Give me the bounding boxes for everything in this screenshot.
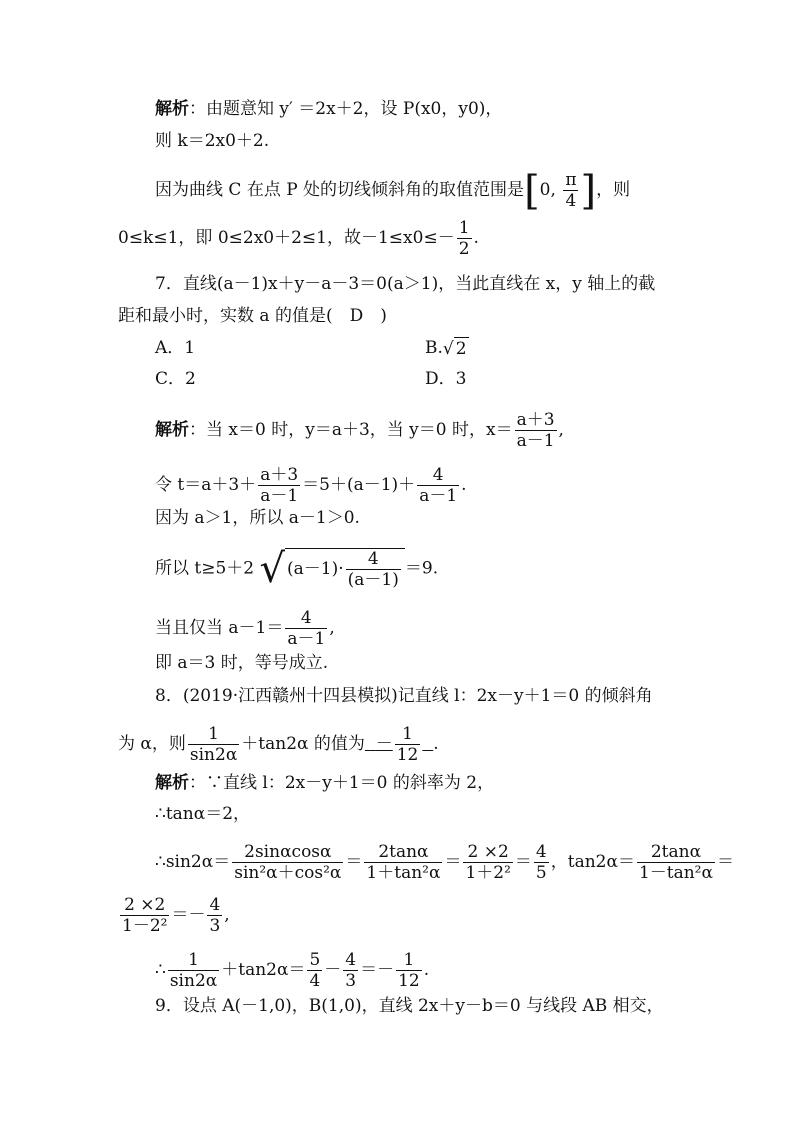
comma: , [224, 905, 230, 925]
q7-stem-text-1: 7．直线(a－1)x＋y－a－3＝0(a＞1)，当此直线在 x，y 轴上的截 [155, 274, 656, 294]
fraction-denominator: sin²α＋cos²α [234, 863, 342, 883]
q8-sol-text-3a: ∴sin2α＝ [155, 852, 231, 872]
equals-minus: ＝－ [360, 960, 395, 980]
fraction-numerator: 2sinαcosα [244, 842, 332, 862]
q7-solution-line-5 [155, 608, 335, 649]
fraction-denominator: 12 [396, 745, 419, 765]
q7-sol-text-2b: ＝5＋(a－1)＋ [302, 475, 416, 495]
fraction-denominator: 12 [398, 971, 420, 991]
q7-solution-line-4 [155, 548, 438, 590]
radicand-text: (a－1)· [287, 559, 344, 579]
q8-solution-line-4 [118, 895, 230, 936]
q7-stem-line-1 [155, 273, 655, 295]
answer-sign: － [375, 734, 393, 754]
fraction-numerator: 1 [208, 724, 219, 744]
fraction [515, 410, 557, 451]
fraction-numerator: 4 [367, 549, 379, 569]
fraction [285, 608, 327, 649]
fraction-denominator: 1－tan²α [638, 863, 713, 883]
option-c-text: C．2 [155, 369, 196, 389]
fraction-denominator: a－1 [516, 431, 555, 451]
period: . [473, 228, 479, 248]
q7-option-b [425, 337, 469, 360]
fraction [343, 950, 358, 991]
q7-sol-text-1: ：当 x＝0 时，y＝a＋3，当 y＝0 时，x＝ [189, 420, 513, 440]
q8-stem-text-1: 8．(2019·江西赣州十四县模拟)记直线 l：2x－y＋1＝0 的倾斜角 [155, 686, 653, 706]
q7-solution-line-2 [155, 465, 467, 506]
fraction-numerator: 4 [209, 895, 221, 915]
fraction-numerator: 1 [402, 724, 413, 744]
fraction-denominator: 4 [565, 191, 577, 211]
fraction [396, 950, 422, 991]
fraction-numerator: 1 [403, 950, 415, 970]
period: . [423, 960, 430, 980]
q7-sol-text-4: 所以 t≥5＋2 [155, 558, 255, 579]
fraction [258, 465, 300, 506]
fraction-denominator: (a－1) [347, 570, 399, 590]
solution-label: 解析 [155, 420, 189, 440]
fraction [457, 218, 472, 259]
q9-stem-line-1 [155, 995, 664, 1017]
fraction-denominator: 1－2² [122, 916, 168, 936]
comma: , [329, 618, 335, 638]
solution-label: 解析 [155, 773, 189, 793]
q8-solution-line-5 [155, 950, 429, 991]
fraction [463, 842, 512, 883]
fraction-numerator: 2tanα [650, 842, 702, 862]
fraction-denominator: sin2α [189, 745, 238, 765]
answer-fraction [395, 724, 421, 765]
equals: ＝ [716, 852, 734, 872]
fraction-denominator: 5 [535, 863, 547, 883]
q7-sol-text-3: 因为 a＞1，所以 a－1＞0. [155, 508, 360, 528]
fraction [120, 895, 169, 936]
fraction-numerator: 2tanα [378, 842, 429, 862]
q8-stem-line-2 [118, 724, 439, 765]
fraction-denominator: 1＋2² [465, 863, 511, 883]
q6-solution-line-4 [118, 218, 479, 259]
q7-solution-line-6 [155, 652, 328, 674]
q8-sol-text-3b: ，tan2α＝ [550, 852, 635, 872]
radicand [285, 548, 405, 590]
equals: ＝ [444, 852, 462, 872]
fraction-denominator: a－1 [287, 629, 326, 649]
solution-label: 解析 [155, 99, 189, 119]
interval-open-bracket: [ [524, 167, 540, 214]
fraction-numerator: 1 [188, 950, 199, 970]
fraction-denominator: a－1 [260, 486, 299, 506]
q6-sol-text-3b: ，则 [596, 180, 631, 200]
fraction-numerator: 1 [458, 218, 470, 238]
period: . [461, 475, 467, 495]
q8-solution-line-1 [155, 772, 494, 794]
fraction [534, 842, 549, 883]
fraction-denominator: 1＋tan²α [366, 863, 441, 883]
fraction-denominator: 2 [458, 239, 470, 259]
q8-sol-text-1: ：∵直线 l：2x－y＋1＝0 的斜率为 2， [189, 773, 495, 793]
q8-sol-text-2: ∴tanα＝2， [155, 804, 251, 824]
q6-sol-text-1: ：由题意知 y′ ＝2x＋2，设 P(x0，y0)， [189, 99, 503, 119]
fraction [307, 950, 322, 991]
option-d-text: D．3 [425, 369, 467, 389]
comma: , [558, 420, 564, 440]
q7-stem-text-2: 距和最小时，实数 a 的值是( D ) [118, 306, 387, 326]
fraction-denominator: a－1 [419, 486, 458, 506]
q7-solution-line-3 [155, 507, 360, 529]
q7-sol-text-2a: 令 t＝a＋3＋ [155, 475, 257, 495]
equals: ＝ [514, 852, 532, 872]
q8-sol-text-5: ＋tan2α＝ [221, 960, 306, 980]
fraction [364, 842, 442, 883]
sqrt: √ 2 [442, 338, 467, 359]
fraction-numerator: 2 ×2 [124, 895, 166, 915]
fraction-numerator: 4 [432, 465, 444, 485]
q9-stem-text-1: 9．设点 A(－1,0)，B(1,0)，直线 2x＋y－b＝0 与线段 AB 相交， [155, 996, 664, 1016]
equals: ＝ [345, 852, 363, 872]
therefore-symbol: ∴ [155, 960, 166, 980]
radical-sign: √ [259, 546, 286, 592]
fraction [207, 895, 222, 936]
fraction-numerator: 4 [535, 842, 547, 862]
q6-solution-line-3 [155, 167, 631, 214]
interval-close-bracket: ] [580, 167, 597, 214]
q7-sol-text-6: 即 a＝3 时，等号成立. [155, 653, 329, 673]
q6-sol-text-2: 则 k＝2x0＋2. [155, 131, 270, 151]
q8-stem-text-2a: 为 α，则 [118, 734, 186, 754]
option-b-label: B. [425, 338, 443, 358]
q7-option-d [425, 368, 466, 390]
fraction-numerator: a＋3 [260, 465, 299, 485]
q8-stem-text-2b: ＋tan2α 的值为 [241, 734, 365, 754]
q7-solution-line-1 [155, 410, 564, 451]
fraction [168, 950, 219, 991]
fraction-numerator: 2 ×2 [467, 842, 509, 862]
q6-sol-text-4: 0≤k≤1，即 0≤2x0＋2≤1，故－1≤x0≤－ [118, 228, 455, 248]
q7-option-c [155, 368, 196, 390]
fraction-denominator: 3 [209, 916, 221, 936]
interval-start: 0, [539, 180, 556, 200]
fraction [417, 465, 459, 506]
fraction-numerator: 4 [345, 950, 357, 970]
minus: － [324, 960, 342, 980]
q6-sol-text-3a: 因为曲线 C 在点 P 处的切线倾斜角的取值范围是 [155, 180, 525, 200]
fraction [188, 724, 239, 765]
fraction-numerator: π [565, 170, 577, 190]
q7-stem-line-2 [118, 305, 387, 327]
q7-sol-text-4-end: ＝9. [404, 558, 439, 579]
fraction-denominator: 4 [309, 971, 321, 991]
q6-solution-line-2 [155, 130, 269, 152]
radicand: 2 [455, 339, 467, 359]
fraction-denominator: sin2α [169, 971, 218, 991]
answer-blank [365, 724, 433, 765]
period: . [433, 734, 439, 754]
fraction [346, 549, 401, 590]
sqrt [260, 548, 405, 590]
q8-stem-line-1 [155, 685, 653, 707]
fraction [232, 842, 343, 883]
pi-over-4-fraction [563, 170, 578, 211]
fraction-denominator: 3 [345, 971, 357, 991]
q7-sol-text-5: 当且仅当 a－1＝ [155, 618, 284, 638]
fraction [637, 842, 715, 883]
q8-solution-line-3 [155, 842, 734, 883]
fraction-numerator: 4 [300, 608, 312, 628]
fraction-numerator: 5 [309, 950, 321, 970]
q8-solution-line-2 [155, 803, 250, 825]
q6-solution-line-1 [155, 98, 502, 120]
fraction-numerator: a＋3 [516, 410, 555, 430]
q8-sol-text-4: ＝－ [171, 905, 206, 925]
q7-option-a [155, 337, 195, 359]
option-a-text: A．1 [155, 338, 196, 358]
